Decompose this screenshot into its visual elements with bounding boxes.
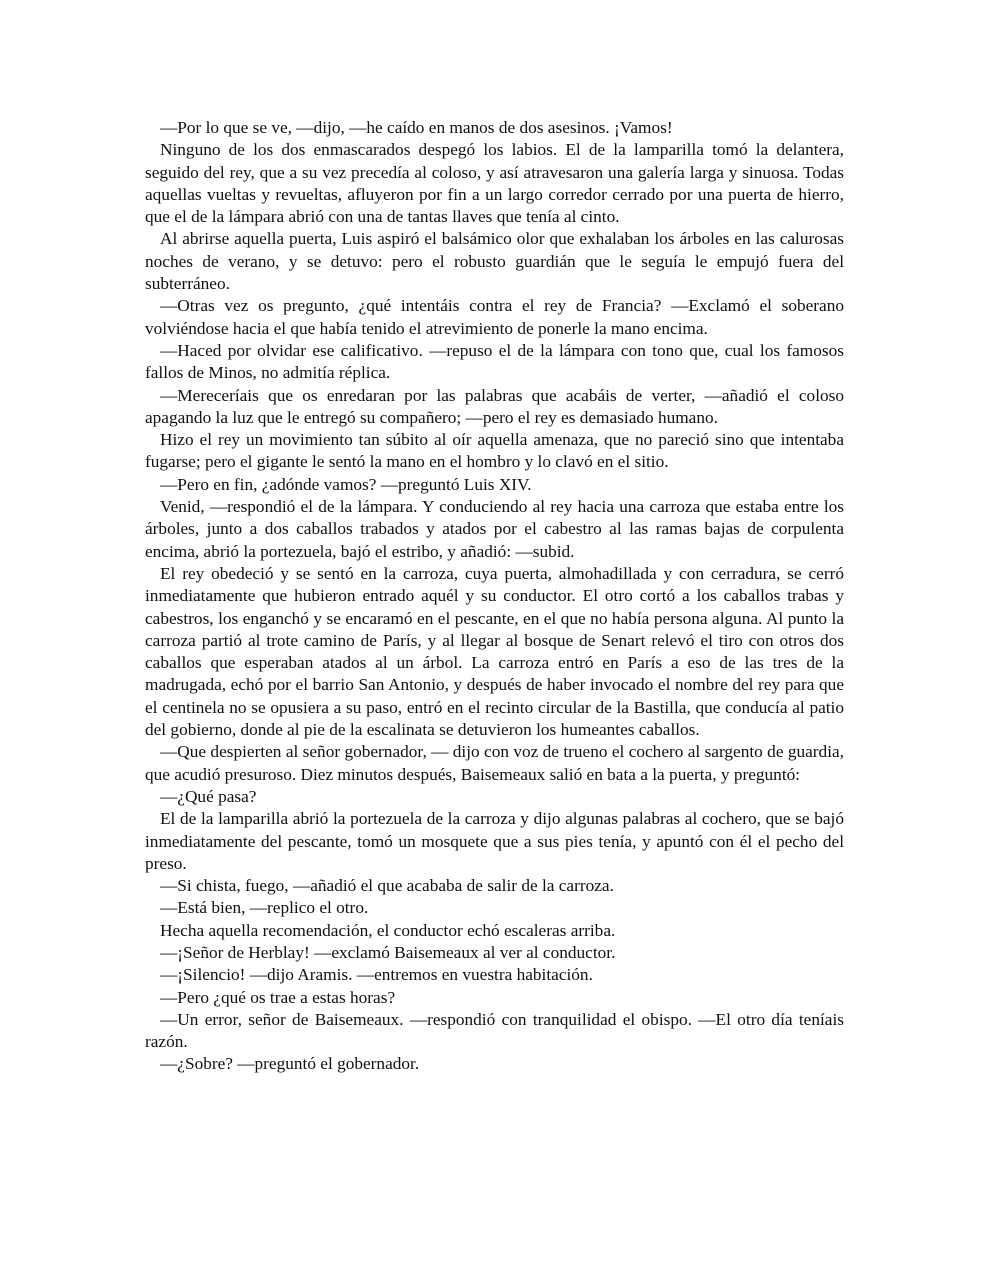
paragraph: Ninguno de los dos enmascarados despegó los labios. El de la lamparilla tomó la delantera, seguido del rey, que a su vez precedía al coloso, y así atravesaron una galería larga y sinuosa. Todas aquellas vueltas y revueltas, afluyeron por fin a un largo corredor cerrado por una puerta de hierro, que el de la lámpara abrió con una de tantas llaves que tenía al cinto. <box>145 140 844 227</box>
paragraph: —Que despierten al señor gobernador, — dijo con voz de trueno el cochero al sargento de guardia, que acudió presuroso. Diez minutos después, Baisemeaux salió en bata a la puerta, y preguntó: <box>145 742 844 784</box>
paragraph: —Si chista, fuego, —añadió el que acababa de salir de la carroza. <box>160 876 614 896</box>
paragraph: Venid, —respondió el de la lámpara. Y conduciendo al rey hacia una carroza que estaba entre los árboles, junto a dos caballos trabados y atados por el cabestro al las ramas bajas de corpulenta encima, abrió la portezuela, bajó el estribo, y añadió: —subid. <box>145 497 844 561</box>
paragraph: —Haced por olvidar ese calificativo. —repuso el de la lámpara con tono que, cual los famosos fallos de Minos, no admitía réplica. <box>145 340 844 383</box>
page-text-column <box>145 117 844 1076</box>
paragraph: —¿Qué pasa? <box>160 786 257 806</box>
paragraph: —Está bien, —replico el otro. <box>160 898 369 918</box>
paragraph: —¡Señor de Herblay! —exclamó Baisemeaux al ver al conductor. <box>160 942 616 962</box>
paragraph: Al abrirse aquella puerta, Luis aspiró el balsámico olor que exhalaban los árboles en las calurosas noches de verano, y se detuvo: pero el robusto guardián que le seguía le empujó fuera del subterráneo. <box>145 229 844 294</box>
paragraph: —¿Sobre? —preguntó el gobernador. <box>160 1054 420 1074</box>
paragraph: Hizo el rey un movimiento tan súbito al oír aquella amenaza, que no pareció sino que intentaba fugarse; pero el gigante le sentó la mano en el hombro y lo clavó en el sitio. <box>145 430 844 472</box>
paragraph: —Mereceríais que os enredaran por las palabras que acabáis de verter, —añadió el coloso apagando la luz que le entregó su compañero; —pero el rey es demasiado humano. <box>145 385 844 427</box>
paragraph: El rey obedeció y se sentó en la carroza, cuya puerta, almohadillada y con cerradura, se cerró inmediatamente que hubieron entrado aquél y su conductor. El otro cortó a los caballos trabas y cabestros, los enganchó y se encaramó en el pescante, en el que no había persona alguna. Al punto la carroza partió al trote camino de París, y al llegar al bosque de Senart relevó el tiro con otros dos caballos que esperaban atados al un árbol. La carroza entró en París a eso de las tres de la madrugada, echó por el barrio San Antonio, y después de haber invocado el nombre del rey para que el centinela no se opusiera a su paso, entró en el recinto circular de la Bastilla, que conducía al patio del gobierno, donde al pie de la escalinata se detuvieron los humeantes caballos. <box>145 563 844 740</box>
paragraph: —Por lo que se ve, —dijo, —he caído en manos de dos asesinos. ¡Vamos! <box>160 118 673 137</box>
paragraph: El de la lamparilla abrió la portezuela de la carroza y dijo algunas palabras al cochero, que se bajó inmediatamente del pescante, tomó un mosquete que a sus pies tenía, y apuntó con él el pecho del preso. <box>145 809 844 873</box>
paragraph: —¡Silencio! —dijo Aramis. —entremos en vuestra habitación. <box>160 965 593 985</box>
paragraph: —Otras vez os pregunto, ¿qué intentáis contra el rey de Francia? —Exclamó el soberano volviéndose hacia el que había tenido el atrevimiento de ponerle la mano encima. <box>145 296 844 338</box>
paragraph: Hecha aquella recomendación, el conductor echó escaleras arriba. <box>160 920 616 940</box>
paragraph: —Pero en fin, ¿adónde vamos? —preguntó Luis XIV. <box>160 474 532 494</box>
paragraph: —Un error, señor de Baisemeaux. —respondió con tranquilidad el obispo. —El otro día teníais razón. <box>145 1009 844 1052</box>
paragraph: —Pero ¿qué os trae a estas horas? <box>160 987 396 1007</box>
